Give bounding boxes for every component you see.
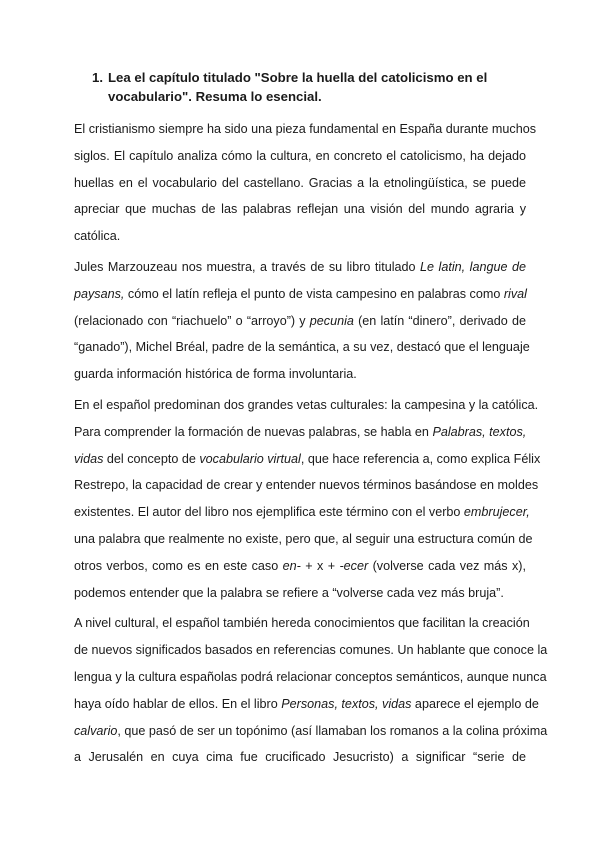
text-line: una palabra que realmente no existe, pero que, al seguir una estructura común de xyxy=(74,531,533,546)
book-title-italic: Palabras, textos, xyxy=(432,424,527,439)
text-line: Restrepo, la capacidad de crear y entender nuevos términos basándose en moldes xyxy=(74,478,539,493)
question-number: 1. xyxy=(92,70,103,85)
text-line: existentes. El autor del libro nos ejemplifica este término con el verbo embrujecer, xyxy=(74,505,530,520)
text-line: a Jerusalén en cuya cima fue crucificado Jesucristo) a significar “serie de xyxy=(74,750,526,765)
text-line: A nivel cultural, el español también hereda conocimientos que facilitan la creación xyxy=(74,616,530,631)
text-line: Jules Marzouzeau nos muestra, a través de su libro titulado Le latin, langue de xyxy=(74,259,526,274)
term-italic: vocabulario virtual xyxy=(199,451,301,466)
question-text-line-2: vocabulario". Resuma lo esencial. xyxy=(108,89,322,104)
term-italic: pecunia xyxy=(309,313,354,328)
question-text xyxy=(108,68,526,106)
suffix-italic: -ecer xyxy=(339,558,369,573)
book-title-italic: vidas xyxy=(74,451,104,466)
text-line: huellas en el vocabulario del castellano. Gracias a la etnolingüística, se puede xyxy=(74,175,526,190)
book-title-italic: Personas, textos, vidas xyxy=(281,696,412,711)
question-heading xyxy=(92,68,526,106)
paragraph-2 xyxy=(74,254,530,388)
text-line: vidas del concepto de vocabulario virtual, que hace referencia a, como explica Félix xyxy=(74,451,541,466)
text-line: El cristianismo siempre ha sido una pieza fundamental en España durante muchos xyxy=(74,122,537,136)
term-italic: rival xyxy=(503,286,527,301)
question-text-line-1: Lea el capítulo titulado "Sobre la huella del catolicismo en el xyxy=(108,70,488,85)
text-line: Para comprender la formación de nuevas palabras, se habla en Palabras, textos, xyxy=(74,424,527,439)
paragraph-1 xyxy=(74,116,537,250)
text-line: guarda información histórica de forma involuntaria. xyxy=(74,367,357,382)
text-line: (relacionado con “riachuelo” o “arroyo”) y pecunia (en latín “dinero”, derivado de xyxy=(74,313,526,328)
text-line: otros verbos, como es en este caso en- + x + -ecer (volverse cada vez más x), xyxy=(74,558,526,573)
book-title-italic: paysans, xyxy=(74,286,125,301)
term-italic: calvario xyxy=(74,723,118,738)
text-line: católica. xyxy=(74,229,121,244)
text-line: calvario, que pasó de ser un topónimo (así llamaban los romanos a la colina próxima xyxy=(74,723,548,738)
text-line: paysans, cómo el latín refleja el punto de vista campesino en palabras como rival xyxy=(74,286,527,301)
term-italic: embrujecer, xyxy=(463,505,530,520)
text-line: haya oído hablar de ellos. En el libro Personas, textos, vidas aparece el ejemplo de xyxy=(74,696,539,711)
text-line: de nuevos significados basados en referencias comunes. Un hablante que conoce la xyxy=(74,643,548,658)
text-line: apreciar que muchas de las palabras reflejan una visión del mundo agraria y xyxy=(74,202,526,217)
text-line: podemos entender que la palabra se refiere a “volverse cada vez más bruja”. xyxy=(74,585,504,600)
book-title-italic: Le latin, langue de xyxy=(420,259,526,274)
text-line: En el español predominan dos grandes vetas culturales: la campesina y la católica. xyxy=(74,397,539,412)
paragraph-3 xyxy=(74,392,541,606)
text-line: “ganado”), Michel Bréal, padre de la semántica, a su vez, destacó que el lenguaje xyxy=(74,340,530,355)
prefix-italic: en- xyxy=(282,558,301,573)
text-line: lengua y la cultura españolas podrá relacionar conceptos semánticos, aunque nunca xyxy=(74,669,547,684)
text-line: siglos. El capítulo analiza cómo la cultura, en concreto el catolicismo, ha dejado xyxy=(74,148,526,163)
paragraph-4 xyxy=(74,610,548,771)
